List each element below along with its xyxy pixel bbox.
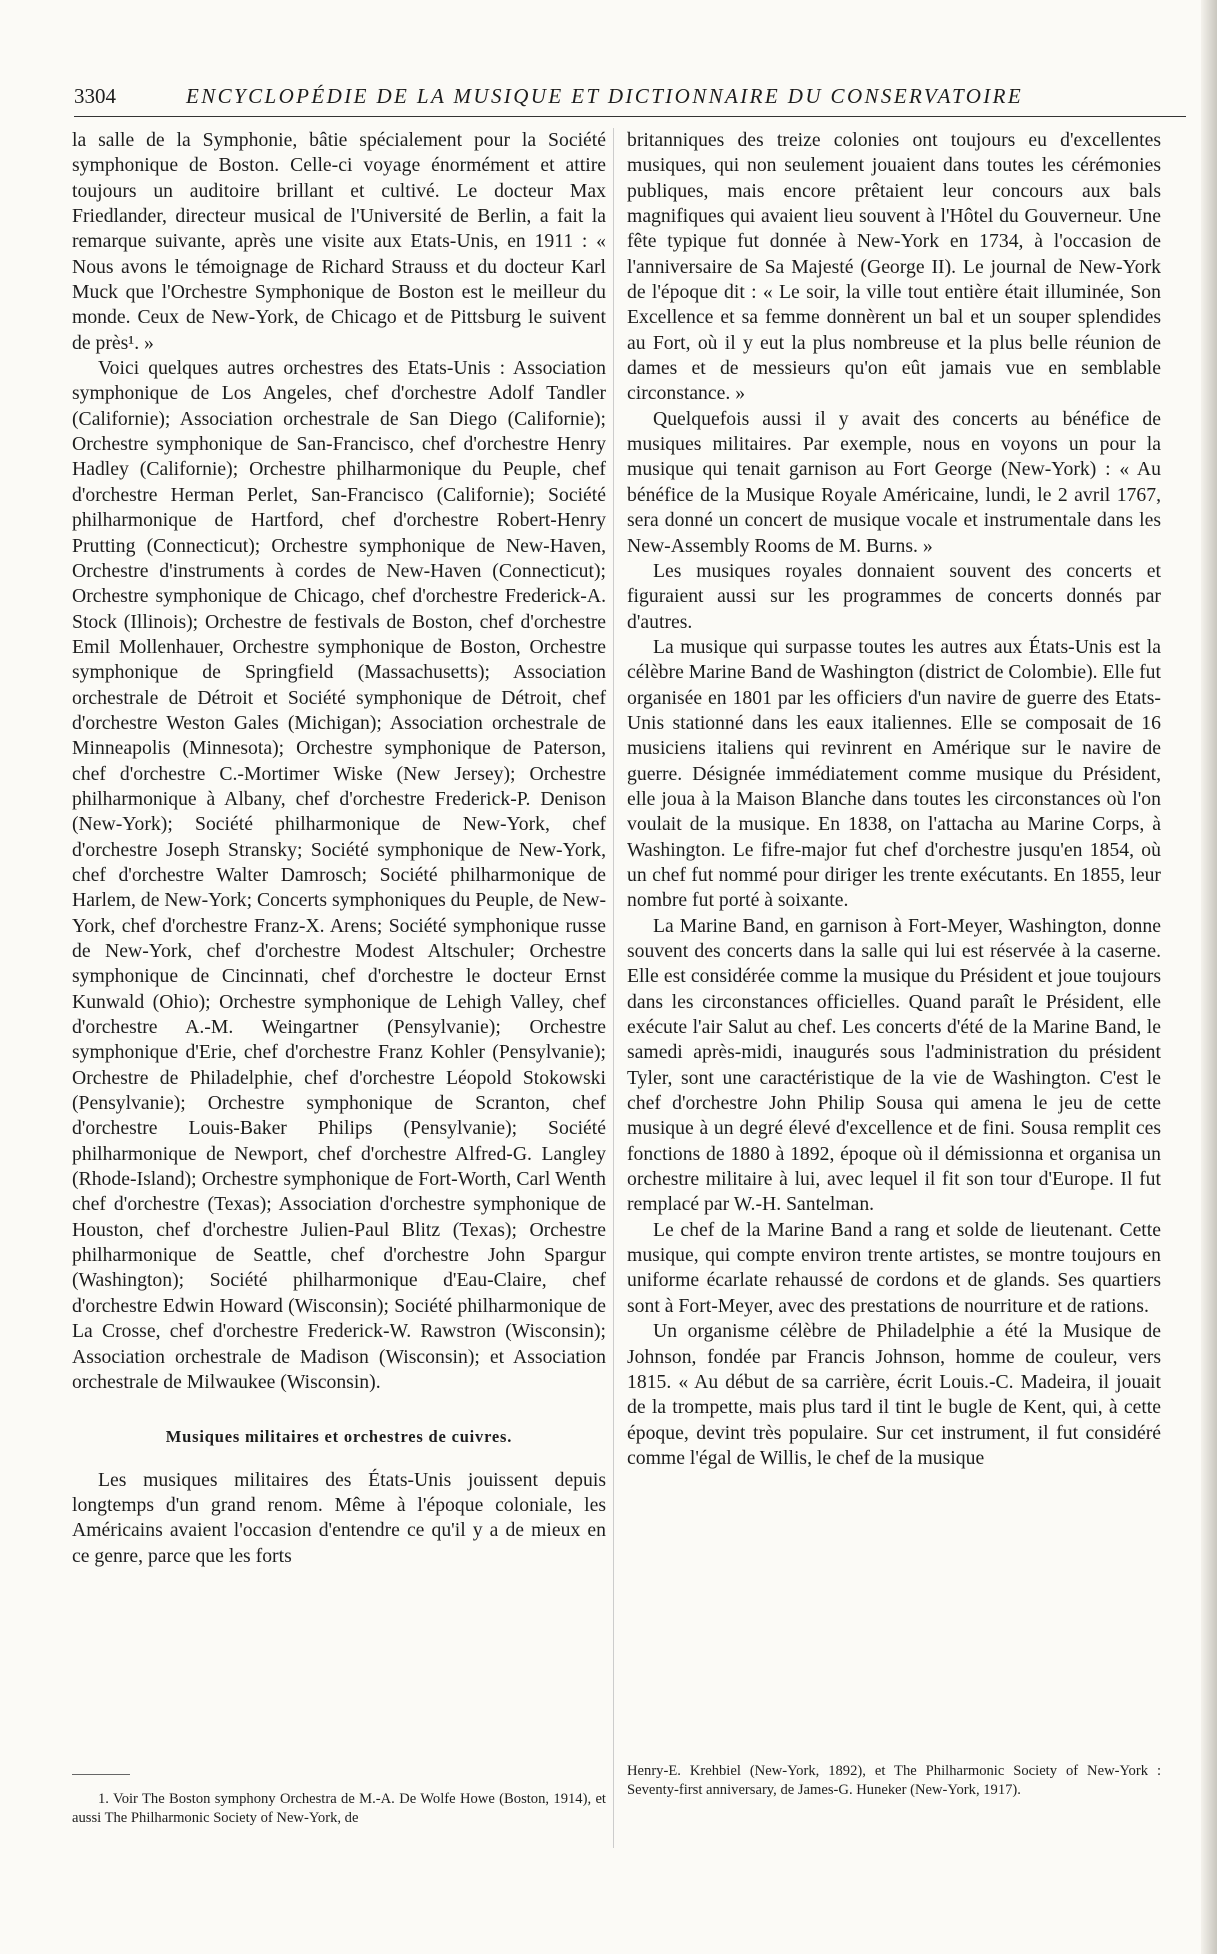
paragraph: La musique qui surpasse toutes les autres aux États-Unis est la célèbre Marine Band de Washington (district de Colombie). Elle fut organisée en 1801 par les officiers d'un navire de guerre des Etats-Unis stationné dans les eaux italiennes. Elle se composait de 16 musiciens italiens qui revinrent en Amérique sur le navire de guerre. Désignée immédiatement comme musique du Président, elle joua à la Maison Blanche dans toutes les circonstances où l'on voulait de la musique. En 1838, on l'attacha au Marine Corps, à Washington. Le fifre-major fut chef d'orchestre jusqu'en 1854, où un chef fut nommé pour diriger les trente exécutants. En 1855, leur nombre fut porté à soixante. — [627, 635, 1161, 912]
paragraph: Voici quelques autres orchestres des Etats-Unis : Association symphonique de Los Angeles, chef d'orchestre Adolf Tandler (Californie); Association orchestrale de San Diego (Californie); Orchestre symphonique de San-Francisco, chef d'orchestre Henry Hadley (Californie); Orchestre philharmonique du Peuple, chef d'orchestre Herman Perlet, San-Francisco (Californie); Société philharmonique de Hartford, chef d'orchestre Robert-Henry Prutting (Connecticut); Orchestre symphonique de New-Haven, Orchestre d'instruments à cordes de New-Haven (Connecticut); Orchestre symphonique de Chicago, chef d'orchestre Frederick-A. Stock (Illinois); Orchestre de festivals de Boston, chef d'orchestre Emil Mollenhauer, Orchestre symphonique de Boston, Orchestre symphonique de Springfield (Massachusetts); Association orchestrale de Détroit et Société symphonique de Détroit, chef d'orchestre Weston Gales (Michigan); Association orchestrale de Minneapolis (Minnesota); Orchestre symphonique de Paterson, chef d'orchestre C.-Mortimer Wiske (New Jersey); Orchestre philharmonique à Albany, chef d'orchestre Frederick-P. Denison (New-York); Société philharmonique de New-York, chef d'orchestre Joseph Stransky; Société symphonique de New-York, chef d'orchestre Walter Damrosch; Société philharmonique de Harlem, de New-York; Concerts symphoniques du Peuple, de New-York, chef d'orchestre Franz-X. Arens; Société symphonique russe de New-York, chef d'orchestre Modest Altschuler; Orchestre symphonique de Cincinnati, chef d'orchestre le docteur Ernst Kunwald (Ohio); Orchestre symphonique de Lehigh Valley, chef d'orchestre A.-M. Weingartner (Pensylvanie); Orchestre symphonique d'Erie, chef d'orchestre Franz Kohler (Pensylvanie); Orchestre de Philadelphie, chef d'orchestre Léopold Stokowski (Pensylvanie); Orchestre symphonique de Scranton, chef d'orchestre Louis-Baker Philips (Pensylvanie); Société philharmonique de Newport, chef d'orchestre Alfred-G. Langley (Rhode-Island); Orchestre symphonique de Fort-Worth, Carl Wenth chef d'orchestre (Texas); Association d'orchestre symphonique de Houston, chef d'orchestre Julien-Paul Blitz (Texas); Orchestre philharmonique de Seattle, chef d'orchestre John Spargur (Washington); Société philharmonique d'Eau-Claire, chef d'orchestre Edwin Howard (Wisconsin); Société philharmonique de La Crosse, chef d'orchestre Frederick-W. Rawstron (Wisconsin); Association orchestrale de Madison (Wisconsin); et Association orchestrale de Milwaukee (Wisconsin). — [72, 357, 606, 1393]
footnote-left — [72, 1790, 606, 1828]
paragraph: La Marine Band, en garnison à Fort-Meyer, Washington, donne souvent des concerts dans la salle qui lui est réservée à la caserne. Elle est considérée comme la musique du Président et joue toujours dans les circonstances officielles. Quand paraît le Président, elle exécute l'air Salut au chef. Les concerts d'été de la Marine Band, le samedi après-midi, inaugurés sous l'administration du président Tyler, sont une caractéristique de la vie de Washington. C'est le chef d'orchestre John Philip Sousa qui amena le jeu de cette musique à un degré élevé d'excellence et de fini. Sousa remplit ces fonctions de 1880 à 1892, époque où il démissionna et organisa un orchestre militaire à lui, avec lequel il fit son tour d'Europe. Il fut remplacé par W.-H. Santelman. — [627, 914, 1161, 1216]
page-number: 3304 — [74, 84, 116, 108]
paragraph: la salle de la Symphonie, bâtie spécialement pour la Société symphonique de Boston. Celle-ci voyage énormément et attire toujours un auditoire brillant et cultivé. Le docteur Max Friedlander, directeur musical de l'Université de Berlin, a fait la remarque suivante, après une visite aux Etats-Unis, en 1911 : « Nous avons le témoignage de Richard Strauss et du docteur Karl Muck que l'Orchestre Symphonique de Boston est le meilleur du monde. Ceux de New-York, de Chicago et de Pittsburg le suivent de près¹. » — [72, 129, 606, 354]
header-rule — [74, 116, 1186, 117]
paragraph: Le chef de la Marine Band a rang et solde de lieutenant. Cette musique, qui compte environ trente artistes, se montre toujours en uniforme écarlate rehaussé de cordons et de glands. Ses quartiers sont à Fort-Meyer, avec des prestations de nourriture et de rations. — [627, 1218, 1161, 1317]
page-edge — [1201, 0, 1217, 1954]
paragraph: Les musiques royales donnaient souvent des concerts et figuraient aussi sur les programmes de concerts donnés par d'autres. — [627, 559, 1161, 633]
running-header — [74, 84, 1186, 114]
paragraph: Les musiques militaires des États-Unis jouissent depuis longtemps d'un grand renom. Même à l'époque coloniale, les Américains avaient l'occasion d'entendre ce qu'il y a de mieux en ce genre, parce que les forts — [72, 1468, 606, 1567]
footnote-text: 1. Voir The Boston symphony Orchestra de M.-A. De Wolfe Howe (Boston, 1914), et aussi The Philharmonic Society of New-York, de — [72, 1791, 606, 1826]
paragraph: Quelquefois aussi il y avait des concerts au bénéfice de musiques militaires. Par exemple, nous en voyons un pour la musique qui tenait garnison au Fort George (New-York) : « Au bénéfice de la Musique Royale Américaine, lundi, le 2 avril 1767, sera donné un concert de musique vocale et instrumentale dans les New-Assembly Rooms de M. Burns. » — [627, 407, 1161, 557]
footnote-text: Henry-E. Krehbiel (New-York, 1892), et The Philharmonic Society of New-York : Seventy-first anniversary, de James-G. Huneker (New-York, 1917). — [627, 1763, 1161, 1798]
section-heading: Musiques militaires et orchestres de cuivres. — [165, 1427, 513, 1447]
right-column — [627, 128, 1161, 1471]
running-title: ENCYCLOPÉDIE DE LA MUSIQUE ET DICTIONNAIRE DU CONSERVATOIRE — [186, 84, 1024, 108]
paragraph: britanniques des treize colonies ont toujours eu d'excellentes musiques, qui non seulement jouaient dans toutes les cérémonies publiques, mais encore prêtaient leur concours aux bals magnifiques qui avaient lieu souvent à l'Hôtel du Gouverneur. Une fête typique fut donnée à New-York en 1734, à l'occasion de l'anniversaire de Sa Majesté (George II). Le journal de New-York de l'époque dit : « Le soir, la ville tout entière était illuminée, Son Excellence et sa femme donnèrent un bal et un souper splendides au Fort, où il y eut la plus nombreuse et la plus belle réunion de dames et de messieurs qu'on eût jamais vue en semblable circonstance. » — [627, 129, 1161, 405]
footnote-right — [627, 1762, 1161, 1800]
left-column — [72, 128, 606, 1569]
column-divider — [613, 128, 614, 1848]
footnote-rule — [72, 1774, 130, 1775]
paragraph: Un organisme célèbre de Philadelphie a été la Musique de Johnson, fondée par Francis Johnson, homme de couleur, vers 1815. « Au début de sa carrière, écrit Louis.-C. Madeira, il jouait de la trompette, mais plus tard il tint le bugle de Kent, qui, à cette époque, devint très populaire. Sur cet instrument, il fut considéré comme l'égal de Willis, le chef de la musique — [627, 1320, 1161, 1469]
